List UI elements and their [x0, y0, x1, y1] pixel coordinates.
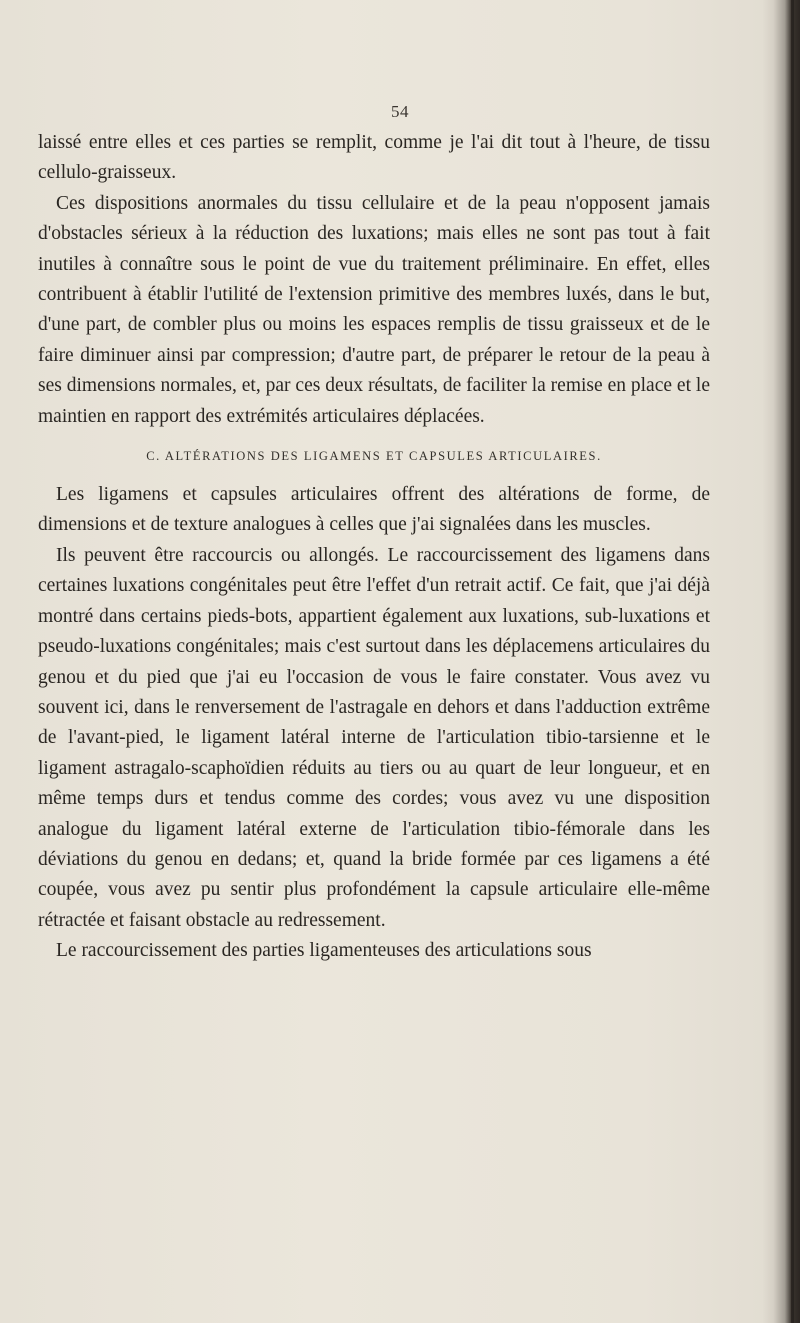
- page-number: 54: [391, 102, 409, 121]
- book-spine-edge: [791, 0, 794, 1323]
- body-text: [38, 128, 710, 967]
- paragraph-ligamentous-parts: Le raccourcissement des parties ligamenteuses des articulations sous: [56, 940, 592, 962]
- paragraph-ligament-alterations: Les ligamens et capsules articulaires offrent des altérations de forme, de dimensions et de texture analogues à celles que j'ai signalées dans les muscles.: [38, 484, 710, 536]
- section-heading: C. ALTÉRATIONS DES LIGAMENS ET CAPSULES ARTICULAIRES.: [146, 449, 602, 464]
- paragraph-continued: laissé entre elles et ces parties se remplit, comme je l'ai dit tout à l'heure, de tissu cellulo-graisseux.: [38, 132, 710, 184]
- book-spine-shadow: [762, 0, 800, 1323]
- paragraph-shortening: Ils peuvent être raccourcis ou allongés. Le raccourcissement des ligamens dans certaines luxations congénitales peut être l'effet d'un retrait actif. Ce fait, que j'ai déjà montré dans certains pieds-bots, appartient également aux luxations, sub-luxations et pseudo-luxations congénitales; mais c'est surtout dans les déplacemens articulaires du genou et du pied que j'ai eu l'occasion de vous le faire constater. Vous avez vu souvent ici, dans le renversement de l'astragale en dehors et dans l'adduction extrême de l'avant-pied, le ligament latéral interne de l'articulation tibio-tarsienne et le ligament astragalo-scaphoïdien réduits au tiers ou au quart de leur longueur, et en même temps durs et tendus comme des cordes; vous avez vu une disposition analogue du ligament latéral externe de l'articulation tibio-fémorale dans les déviations du genou en dedans; et, quand la bride formée par ces ligamens a été coupée, vous avez pu sentir plus profondément la capsule articulaire elle-même rétractée et faisant obstacle au redressement.: [38, 544, 710, 931]
- paragraph-tissue-dispositions: Ces dispositions anormales du tissu cellulaire et de la peau n'opposent jamais d'obstacles sérieux à la réduction des luxations; mais elles ne sont pas tout à fait inutiles à connaître sous le point de vue du traitement préliminaire. En effet, elles contribuent à établir l'utilité de l'extension primitive des membres luxés, dans le but, d'une part, de combler plus ou moins les espaces remplis de tissu graisseux et de le faire diminuer ainsi par compression; d'autre part, de préparer le retour de la peau à ses dimensions normales, et, par ces deux résultats, de faciliter la remise en place et le maintien en rapport des extrémités articulaires déplacées.: [38, 192, 710, 427]
